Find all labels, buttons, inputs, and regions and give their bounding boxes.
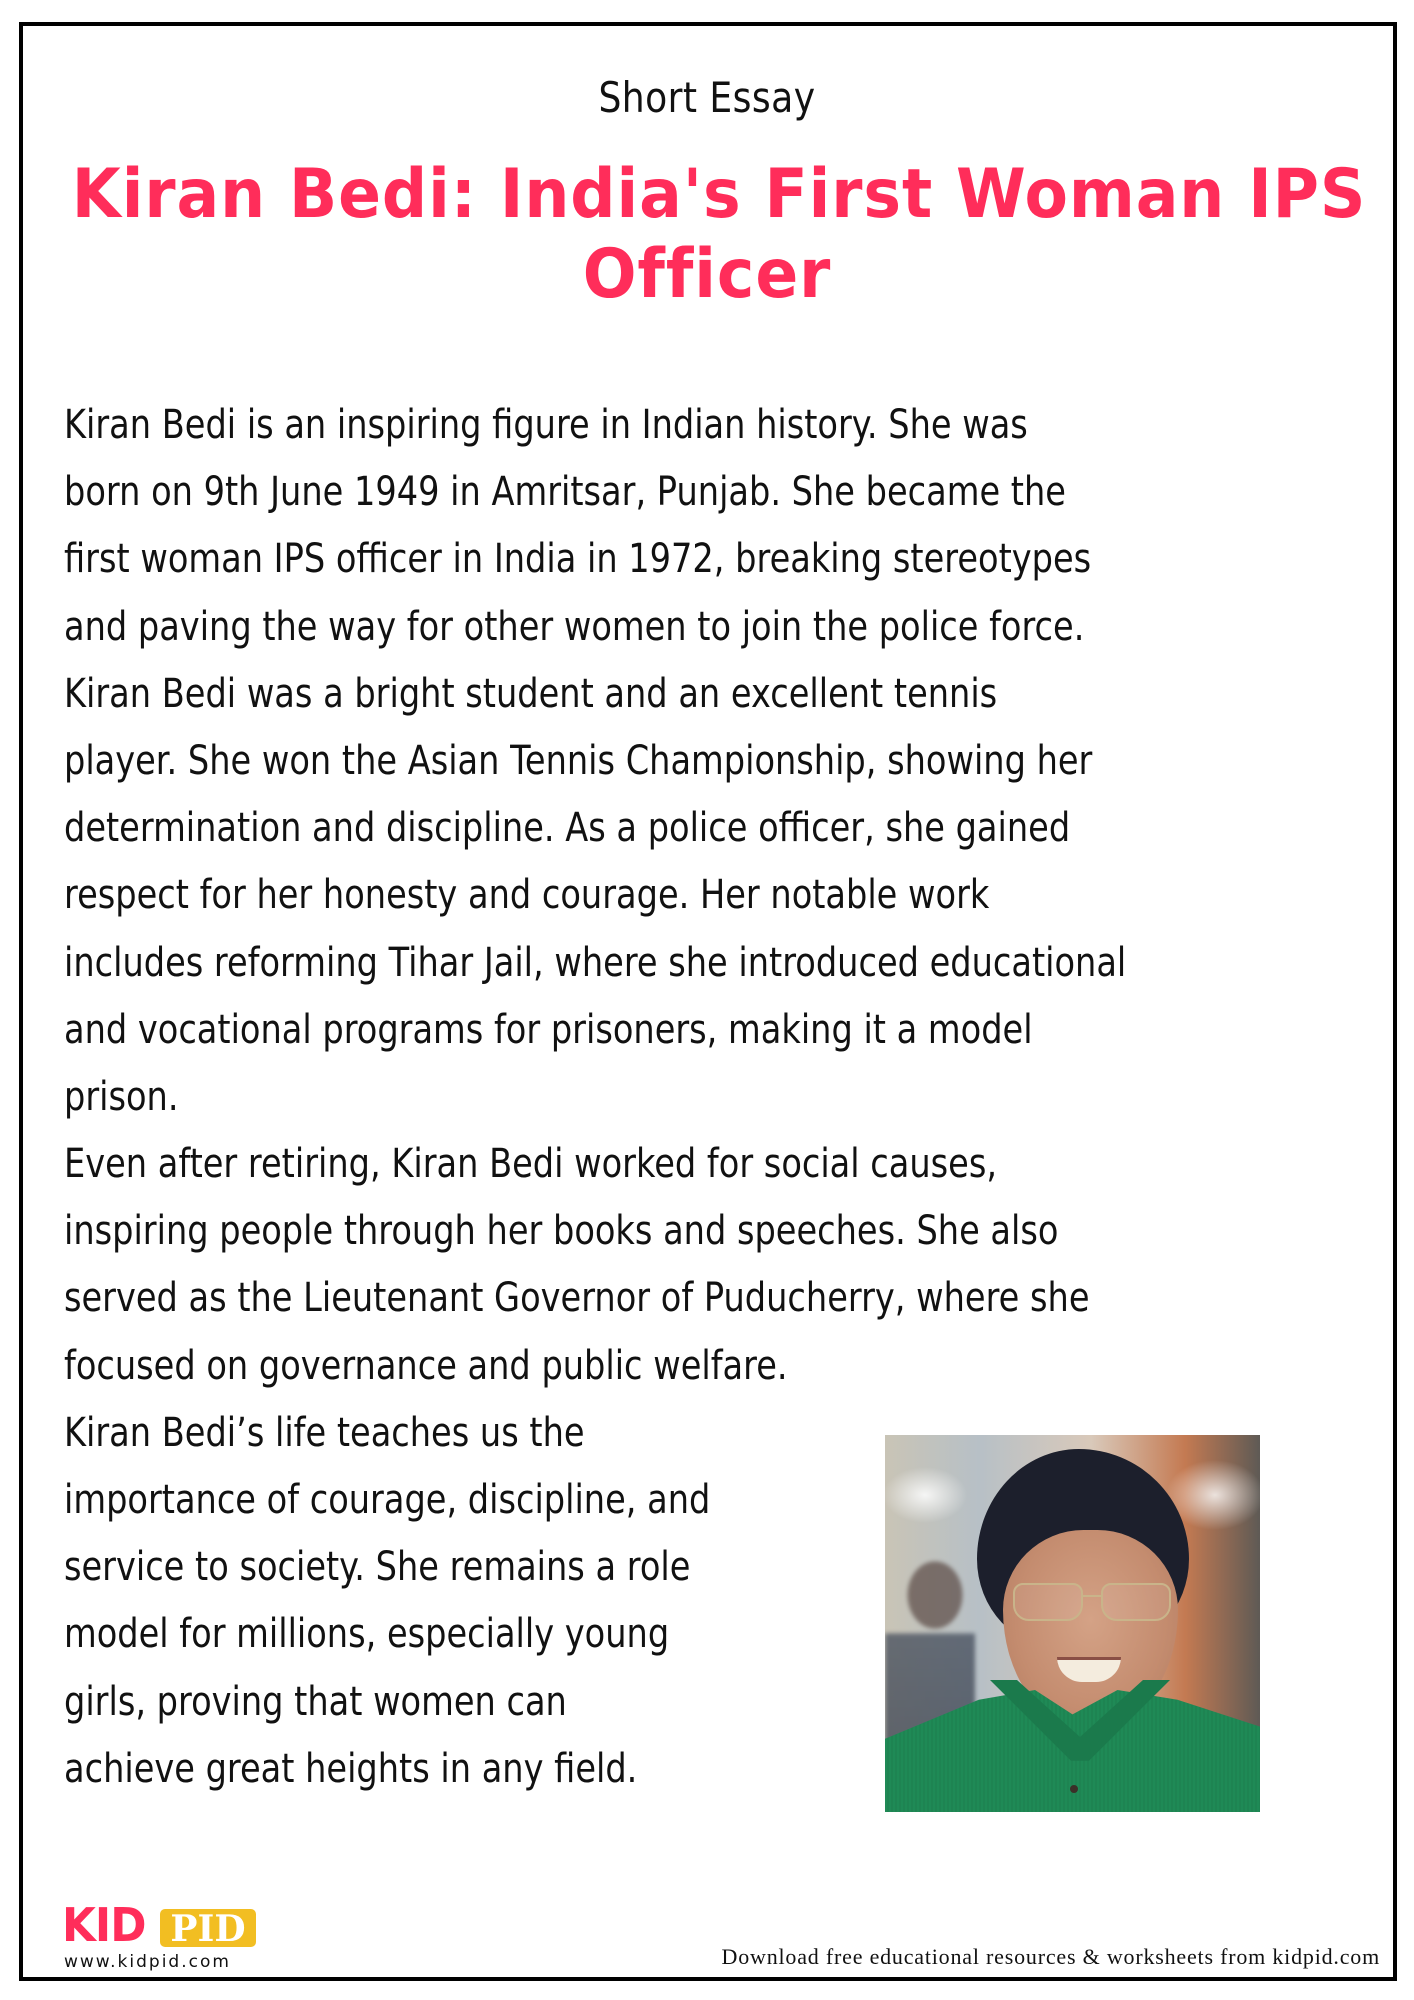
logo-kid-text: KID: [62, 1898, 146, 1952]
body-line: player. She won the Asian Tennis Championship, showing her: [64, 737, 1093, 784]
body-line: focused on governance and public welfare.: [64, 1342, 788, 1389]
body-line: Kiran Bedi was a bright student and an excellent tennis: [64, 670, 998, 717]
body-line: achieve great heights in any field.: [64, 1745, 638, 1792]
body-line: prison.: [64, 1073, 179, 1120]
body-line: inspiring people through her books and speeches. She also: [64, 1208, 1059, 1255]
body-line: determination and discipline. As a police officer, she gained: [64, 805, 1071, 852]
portrait-photo: [885, 1435, 1260, 1812]
body-line: Kiran Bedi’s life teaches us the: [64, 1409, 585, 1456]
body-line: Even after retiring, Kiran Bedi worked for social causes,: [64, 1141, 998, 1188]
essay-subtitle: Short Essay: [598, 73, 816, 122]
shirt-button: [1070, 1785, 1078, 1793]
essay-title: [24, 155, 1390, 315]
body-line: model for millions, especially young: [64, 1611, 670, 1658]
logo-pid-text: PID: [170, 1908, 246, 1950]
body-line: respect for her honesty and courage. Her notable work: [64, 872, 990, 919]
logo-pid-box: [160, 1908, 256, 1950]
body-line: importance of courage, discipline, and: [64, 1477, 711, 1523]
title-line-2: Officer: [582, 235, 832, 314]
body-line: service to society. She remains a role: [64, 1544, 691, 1591]
body-line: Kiran Bedi is an inspiring figure in Indian history. She was: [64, 402, 1028, 448]
body-line: served as the Lieutenant Governor of Puducherry, where she: [64, 1275, 1090, 1322]
body-line: and paving the way for other women to join the police force.: [64, 603, 1085, 650]
glasses-icon: [1013, 1583, 1173, 1619]
body-line: born on 9th June 1949 in Amritsar, Punjab. She became the: [64, 469, 1066, 516]
title-line-1: Kiran Bedi: India's First Woman IPS: [71, 155, 1367, 234]
download-note: Download free educational resources & worksheets from kidpid.com: [721, 1944, 1380, 1969]
body-line: and vocational programs for prisoners, making it a model: [64, 1006, 1033, 1053]
body-line: first woman IPS officer in India in 1972, breaking stereotypes: [64, 536, 1092, 583]
body-line: includes reforming Tihar Jail, where she introduced educational: [64, 939, 1127, 986]
website-url[interactable]: www.kidpid.com: [64, 1952, 231, 1972]
body-line: girls, proving that women can: [64, 1678, 567, 1725]
